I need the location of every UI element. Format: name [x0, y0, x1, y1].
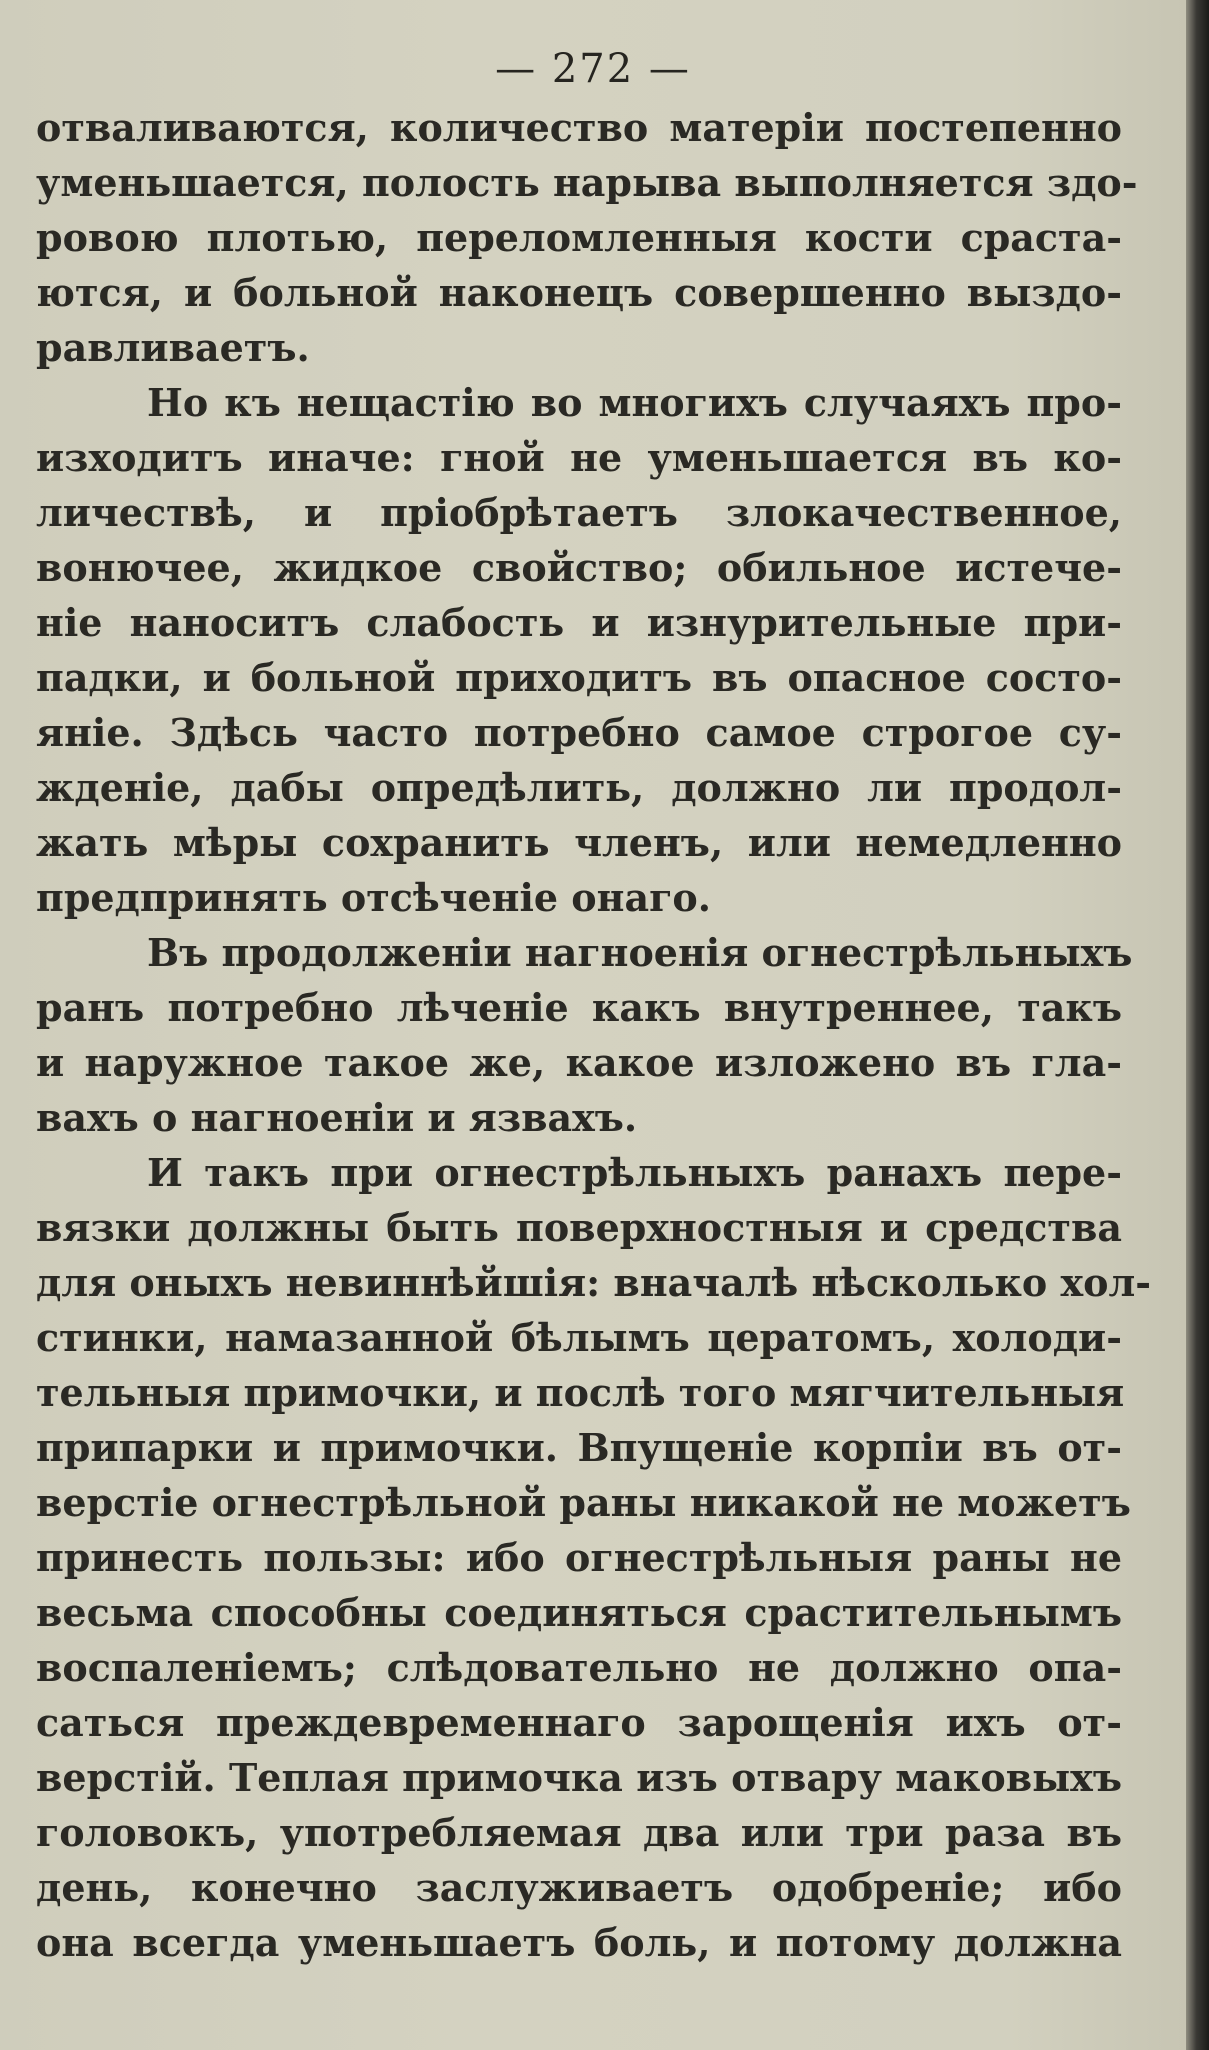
text-line: принесть пользы: ибо огнестрѣльныя раны не [36, 1535, 1122, 1580]
text-line: весьма способны соединяться срастительнымъ [36, 1590, 1122, 1635]
text-line: верстій. Теплая примочка изъ отвару маковыхъ [36, 1755, 1122, 1800]
text-line: стинки, намазанной бѣлымъ цератомъ, холоди- [36, 1315, 1122, 1360]
text-line: припарки и примочки. Впущеніе корпіи въ от- [36, 1425, 1122, 1470]
text-line: день, конечно заслуживаетъ одобреніе; ибо [36, 1865, 1122, 1910]
text-block [36, 100, 1152, 1970]
text-line: верстіе огнестрѣльной раны никакой не можетъ [36, 1480, 1131, 1525]
text-line: тельныя примочки, и послѣ того мягчительныя [36, 1370, 1125, 1415]
text-line: вязки должны быть поверхностныя и средства [36, 1205, 1122, 1250]
text-line: изходитъ иначе: гной не уменьшается въ ко- [36, 435, 1122, 480]
text-line: воспаленіемъ; слѣдовательно не должно опа- [36, 1645, 1122, 1690]
text-line: личествѣ, и пріобрѣтаетъ злокачественное, [36, 490, 1122, 535]
text-line: ранъ потребно лѣченіе какъ внутреннее, такъ [36, 985, 1122, 1030]
paragraph-first-line: Въ продолженіи нагноенія огнестрѣльныхъ [147, 930, 1133, 975]
text-line: и наружное такое же, какое изложено въ гла- [36, 1040, 1122, 1085]
text-line: жденіе, дабы опредѣлить, должно ли продол- [36, 765, 1122, 810]
text-line: ются, и больной наконецъ совершенно выздо- [36, 270, 1122, 315]
text-line: яніе. Здѣсь часто потребно самое строгое су- [36, 710, 1122, 755]
paragraph-first-line: Но къ нещастію во многихъ случаяхъ про- [147, 380, 1122, 425]
text-line: падки, и больной приходитъ въ опасное состо- [36, 655, 1122, 700]
book-spine-shadow [1186, 0, 1209, 2050]
text-line: ніе наноситъ слабость и изнурительные при- [36, 600, 1122, 645]
text-line: саться преждевременнаго зарощенія ихъ от- [36, 1700, 1122, 1745]
text-line: головокъ, употребляемая два или три раза въ [36, 1810, 1122, 1855]
text-line: равливаетъ. [36, 325, 310, 370]
text-line: вахъ о нагноеніи и язвахъ. [36, 1095, 638, 1140]
text-line: уменьшается, полость нарыва выполняется здо- [36, 160, 1138, 205]
paragraph-first-line: И такъ при огнестрѣльныхъ ранахъ пере- [147, 1150, 1122, 1195]
text-line: вонючее, жидкое свойство; обильное истече- [36, 545, 1122, 590]
page-number: — 272 — [495, 46, 691, 92]
text-line: отваливаются, количество матеріи постепенно [36, 105, 1122, 150]
text-line: предпринять отсѣченіе онаго. [36, 875, 711, 920]
text-line: ровою плотью, переломленныя кости сраста- [36, 215, 1122, 260]
text-line: жать мѣры сохранить членъ, или немедленно [36, 820, 1122, 865]
text-line: для оныхъ невиннѣйшія: вначалѣ нѣсколько хол- [36, 1260, 1152, 1305]
text-line: она всегда уменьшаетъ боль, и потому должна [36, 1920, 1122, 1965]
